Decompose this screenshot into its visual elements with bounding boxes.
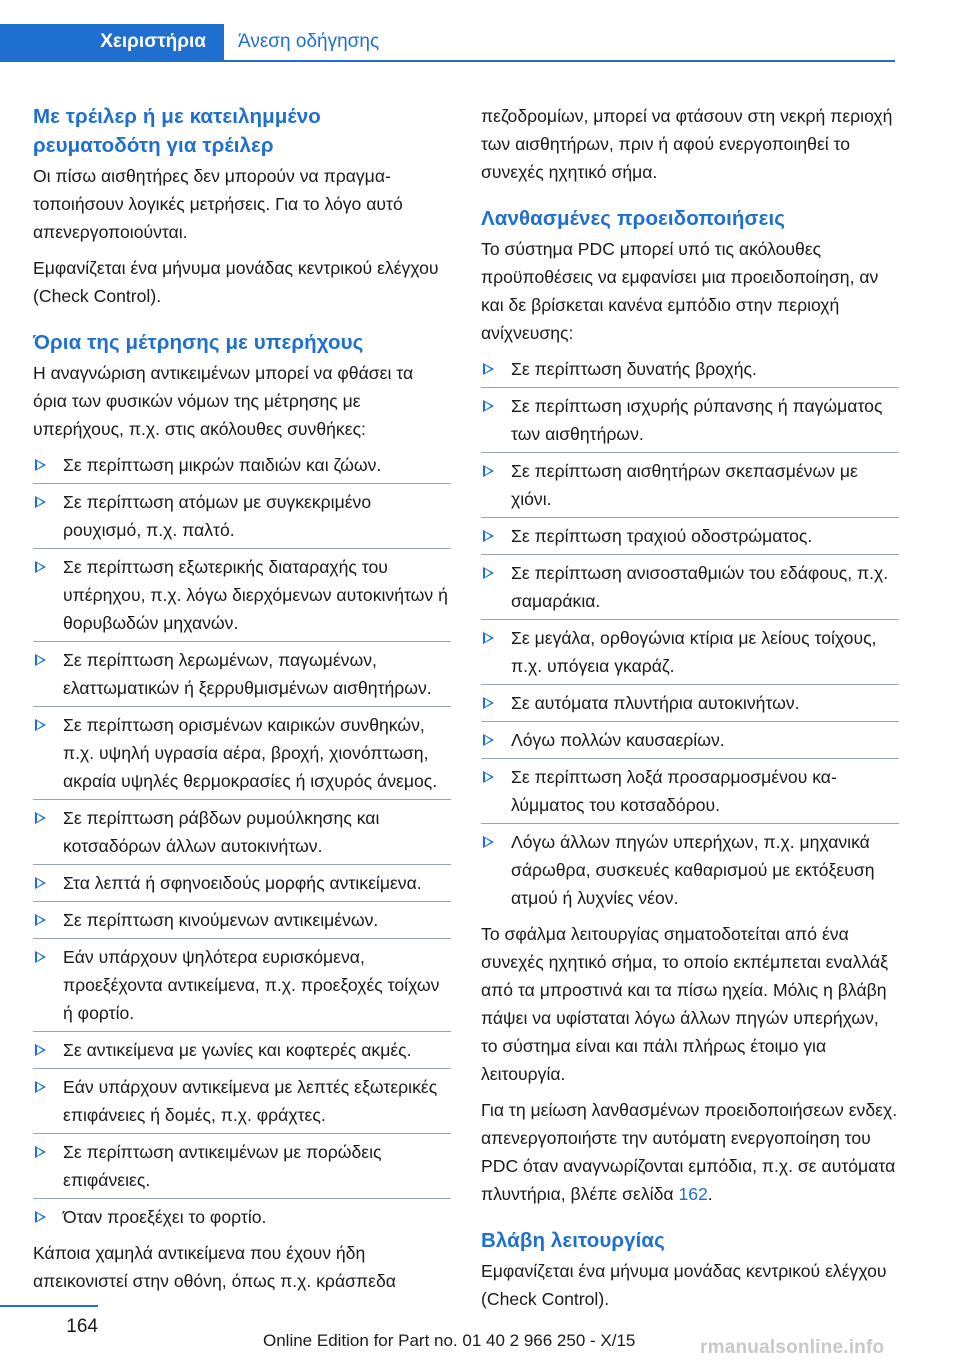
bullet-triangle-icon [483, 400, 494, 412]
bullet-triangle-icon [483, 697, 494, 709]
bullet-triangle-icon [35, 1211, 46, 1223]
paragraph: Κάποια χαμηλά αντικείμενα που έχουν ήδη απεικονιστεί στην οθόνη, όπως π.χ. κράσπεδα [33, 1243, 396, 1291]
paragraph: Η αναγνώριση αντικειμένων μπορεί να φθάσει τα όρια των φυσικών νόμων της μέτρησης με υπερήχους, π.χ. στις ακόλουθες συνθήκες: [33, 363, 414, 439]
false-warning-list [481, 355, 899, 916]
paragraph: Το σύστημα PDC μπορεί υπό τις ακόλουθες προϋποθέσεις να εμφανίσει μια προειδοποίηση, αν και δε βρίσκεται κανένα εμπόδιο στην περιοχή ανίχνευσης: [481, 239, 879, 343]
paragraph: πεζοδρομίων, μπορεί να φτάσουν στη νεκρή περιοχή των αισθητήρων, πριν ή αφού ενεργοποιηθεί το συνεχές ηχητικό σήμα. [481, 106, 893, 182]
list-item: Σε περίπτωση ισχυρής ρύπανσης ή παγώματος των αισθητήρων. [481, 392, 899, 453]
list-item: Σε περίπτωση αντικειμένων με πορώδεις επιφάνειες. [33, 1138, 451, 1199]
right-column [481, 102, 899, 1321]
paragraph: Το σφάλμα λειτουργίας σηματοδοτείται από ένα συνεχές ηχητικό σήμα, το οποίο εκπέμπεται εναλλάξ από τα μπροστινά και τα πίσω ηχεία. Μόλις η βλάβη πάψει να υφίσταται λόγω άλλων πηγών υπερήχων, το σύστημα είναι και πάλι πλήρως έτοιμο για λειτουργία. [481, 924, 888, 1084]
list-item: Στα λεπτά ή σφηνοειδούς μορφής αντικείμενα. [33, 869, 451, 902]
list-item: Σε περίπτωση ανισοσταθμιών του εδάφους, π.χ. σαμαράκια. [481, 559, 899, 620]
list-item: Σε περίπτωση ατόμων με συγκεκριμένο ρουχισμό, π.χ. παλτό. [33, 488, 451, 549]
bullet-triangle-icon [483, 465, 494, 477]
list-item: Σε περίπτωση λοξά προσαρμοσμένου καλύμματος του κοτσαδόρου. [481, 763, 899, 824]
list-item: Σε αυτόματα πλυντήρια αυτοκινήτων. [481, 689, 899, 722]
list-item: Σε αντικείμενα με γωνίες και κοφτερές ακμές. [33, 1036, 451, 1069]
page-reference-link[interactable]: 162 [678, 1184, 708, 1204]
bullet-triangle-icon [35, 654, 46, 666]
bullet-triangle-icon [35, 1081, 46, 1093]
list-item: Εάν υπάρχουν ψηλότερα ευρισκόμενα, προεξέχοντα αντικείμενα, π.χ. προεξοχές τοίχων ή φορτίο. [33, 943, 451, 1032]
paragraph: Εμφανίζεται ένα μήνυμα μονάδας κεντρικού ελέγχου (Check Control). [33, 258, 439, 306]
list-item: Σε περίπτωση αισθητήρων σκεπασμένων με χιόνι. [481, 457, 899, 518]
list-item: Σε περίπτωση τραχιού οδοστρώματος. [481, 522, 899, 555]
bullet-triangle-icon [483, 771, 494, 783]
bullet-triangle-icon [483, 567, 494, 579]
heading-ultrasound-limits: Όρια της μέτρησης με υπερήχους [33, 331, 364, 354]
list-item: Σε περίπτωση εξωτερικής διαταραχής του υπέρηχου, π.χ. λόγω διερχόμενων αυτοκινήτων ή θορυβωδών μηχανών. [33, 553, 451, 642]
list-item: Λόγω πολλών καυσαερίων. [481, 726, 899, 759]
list-item: Σε περίπτωση κινούμενων αντικειμένων. [33, 906, 451, 939]
list-item: Σε περίπτωση μικρών παιδιών και ζώων. [33, 451, 451, 484]
heading-malfunction: Βλάβη λειτουργίας [481, 1229, 665, 1252]
conditions-list [33, 451, 451, 1235]
paragraph-with-page-ref: Για τη μείωση λανθασμένων προειδοποιήσεων ενδεχ. απενεργοποιήστε την αυτόματη ενεργοποίηση του PDC όταν αναγνωρίζονται εμπόδια, π.χ. σε αυτόματα πλυντήρια, βλέπε σελίδα 162. [481, 1100, 898, 1204]
heading-false-warnings: Λανθασμένες προειδοποιήσεις [481, 207, 786, 230]
bullet-triangle-icon [35, 719, 46, 731]
left-column [33, 102, 451, 1303]
page-header [0, 24, 895, 62]
bullet-triangle-icon [483, 632, 494, 644]
bullet-triangle-icon [35, 561, 46, 573]
bullet-triangle-icon [35, 877, 46, 889]
paragraph: Εμφανίζεται ένα μήνυμα μονάδας κεντρικού ελέγχου (Check Control). [481, 1261, 887, 1309]
edition-info: Online Edition for Part no. 01 40 2 966 250 - X/15 [263, 1331, 636, 1350]
list-item: Σε περίπτωση ράβδων ρυμούλκησης και κοτσαδόρων άλλων αυτοκινήτων. [33, 804, 451, 865]
bullet-triangle-icon [35, 496, 46, 508]
list-item: Σε περίπτωση δυνατής βροχής. [481, 355, 899, 388]
header-tab-controls: Χειριστήρια [0, 24, 224, 60]
bullet-triangle-icon [35, 459, 46, 471]
list-item: Σε περίπτωση ορισμένων καιρικών συνθηκών, π.χ. υψηλή υγρασία αέρα, βροχή, χιονόπτωση, ακραία υψηλές θερμοκρασίες ή ισχυρός άνεμος. [33, 711, 451, 800]
watermark: rmanualsonline.info [700, 1337, 885, 1358]
bullet-triangle-icon [35, 951, 46, 963]
bullet-triangle-icon [483, 363, 494, 375]
list-item: Εάν υπάρχουν αντικείμενα με λεπτές εξωτερικές επιφάνειες ή δομές, π.χ. φράχτες. [33, 1073, 451, 1134]
list-item: Όταν προεξέχει το φορτίο. [33, 1203, 451, 1235]
bullet-triangle-icon [483, 734, 494, 746]
bullet-triangle-icon [35, 812, 46, 824]
paragraph: Οι πίσω αισθητήρες δεν μπορούν να πραγματοποιήσουν λογικές μετρήσεις. Για το λόγο αυτό απενεργοποιούνται. [33, 166, 403, 242]
list-item: Σε περίπτωση λερωμένων, παγωμένων, ελαττωματικών ή ξερρυθμισμένων αισθητήρων. [33, 646, 451, 707]
bullet-triangle-icon [483, 530, 494, 542]
header-section-title: Άνεση οδήγησης [238, 31, 380, 52]
bullet-triangle-icon [35, 1146, 46, 1158]
bullet-triangle-icon [483, 836, 494, 848]
heading-trailer: Με τρέιλερ ή με κατειλημμένο ρευματοδότη για τρέιλερ [33, 105, 321, 157]
bullet-triangle-icon [35, 1044, 46, 1056]
page-number: 164 [66, 1316, 98, 1337]
list-item: Σε μεγάλα, ορθογώνια κτίρια με λείους τοίχους, π.χ. υπόγεια γκαράζ. [481, 624, 899, 685]
footer-rule [0, 1305, 98, 1307]
list-item: Λόγω άλλων πηγών υπερήχων, π.χ. μηχανικά σάρωθρα, συσκευές καθαρισμού με εκτόξευση ατμού ή λυχνίες νέον. [481, 828, 899, 916]
bullet-triangle-icon [35, 914, 46, 926]
